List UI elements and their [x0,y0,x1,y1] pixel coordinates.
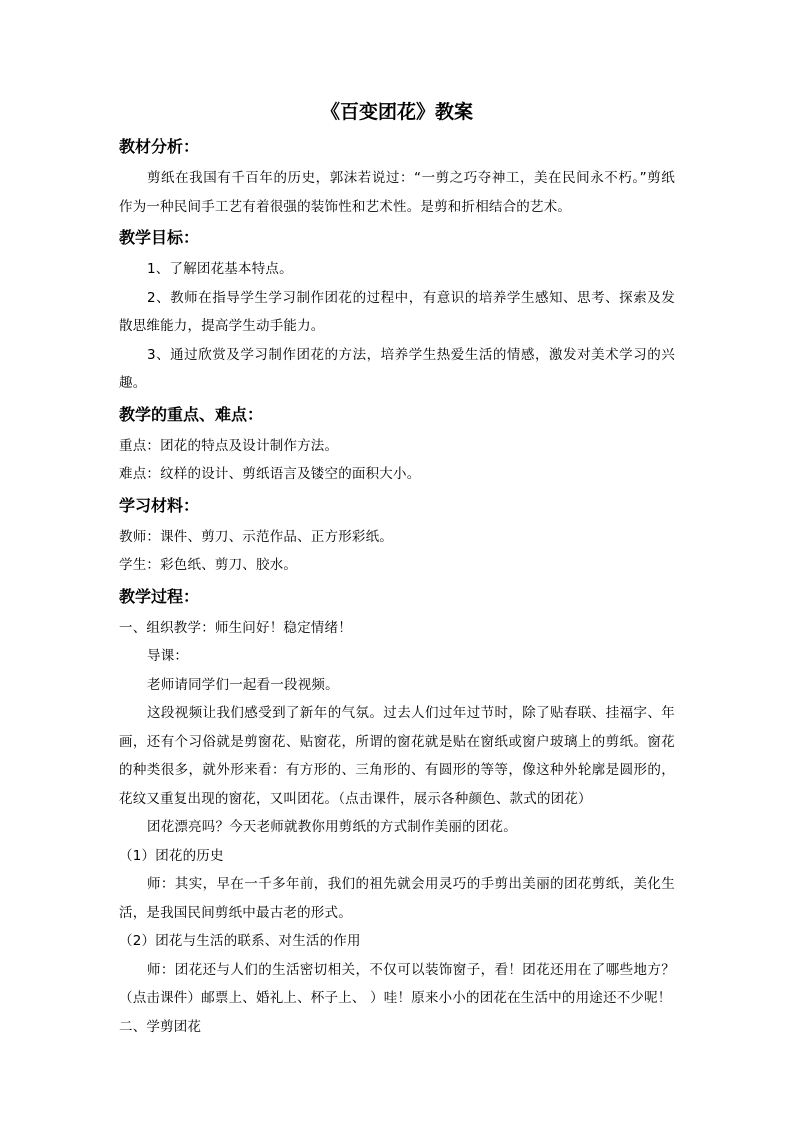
heading-goals: 教学目标： [119,228,200,247]
section-analysis [119,134,675,221]
process-line: 这段视频让我们感受到了新年的气氛。过去人们过年过节时，除了贴春联、挂福字、年画，还有个习俗就是剪窗花、贴窗花，所谓的窗花就是贴在窗纸或窗户玻璃上的剪纸。窗花的种类很多，就外形来看：有方形的、三角形的、有圆形的等等，像这种外轮廓是圆形的，花纹又重复出现的窗花，又叫团花。（点击课件，展示各种颜色、款式的团花） [119,705,675,807]
process-line: 二、学剪团花 [119,1018,202,1035]
process-line: 老师请同学们一起看一段视频。 [147,676,339,693]
heading-materials: 学习材料： [119,495,200,515]
heading-analysis: 教材分析： [119,137,200,156]
goal-item: 3、通过欣赏及学习制作团花的方法，培养学生热爱生活的情感，激发对美术学习的兴趣。 [119,346,675,391]
paragraph: 剪纸在我国有千百年的历史，郭沫若说过：“一剪之巧夺神工，美在民间永不朽。”剪纸作为一种民间手工艺有着很强的装饰性和艺术性。是剪和折相结合的艺术。 [119,170,675,215]
difficulty-line: 难点：纹样的设计、剪纸语言及镂空的面积大小。 [119,466,421,482]
heading-process: 教学过程： [119,586,200,606]
goal-item: 1、了解团花基本特点。 [147,261,293,277]
section-materials [119,493,675,580]
process-line: 导课： [147,648,189,664]
goal-item: 2、教师在指导学生学习制作团花的过程中，有意识的培养学生感知、思考、探索及发散思维能力，提高学生动手能力。 [119,289,675,334]
heading-keypoints: 教学的重点、难点： [119,404,264,424]
process-line: （2）团花与生活的联系、对生活的作用 [119,933,361,949]
section-keypoints [119,402,675,489]
process-line: 一、组织教学：师生问好！稳定情绪！ [119,619,352,636]
section-process [119,584,675,1042]
section-goals [119,225,675,398]
student-materials: 学生：彩色纸、剪刀、胶水。 [119,557,298,573]
keypoint-line: 重点：团花的特点及设计制作方法。 [119,437,339,454]
process-line: 师：团花还与人们的生活密切相关，不仅可以装饰窗子，看！团花还用在了哪些地方？（点击课件）邮票上、婚礼上、杯子上、 ）哇！原来小小的团花在生活中的用途还不少呢！ [119,961,675,1006]
document-title: 《百变团花》教案 [320,101,473,123]
process-line: 团花漂亮吗？今天老师就教你用剪纸的方式制作美丽的团花。 [147,819,517,835]
teacher-materials: 教师：课件、剪刀、示范作品、正方形彩纸。 [119,528,393,545]
process-line: 师：其实，早在一千多年前，我们的祖先就会用灵巧的手剪出美丽的团花剪纸，美化生活，是我国民间剪纸中最古老的形式。 [119,876,675,921]
process-line: （1）团花的历史 [119,847,224,864]
document-page [119,98,675,1043]
